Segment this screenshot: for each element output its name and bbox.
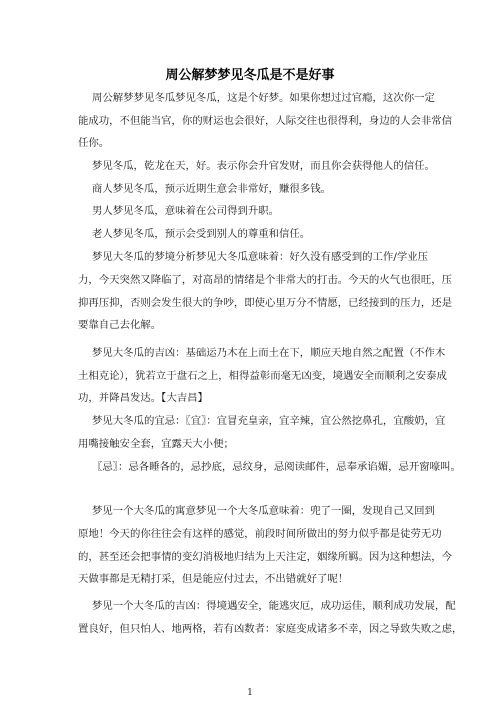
paragraph-line: 的，甚至还会把事情的变幻消极地归结为上天注定，姻缘所羁。因为这种想法，今 [78,551,453,563]
paragraph-line: 用嘴接触安全套，宜露天大小便； [78,438,234,450]
paragraph-line: 抑再压抑，否则会发生很大的争吵，即使心里万分不情愿，已经接到的压力，还是 [78,297,453,309]
paragraph-line: 梦见大冬瓜的吉凶：基础运乃木在上而土在下，顺应天地自然之配置（不作木 [92,347,446,359]
paragraph-line: 能成功，不但能当官，你的财运也会很好，人际交往也很得利，身边的人会非常信 [78,115,453,127]
paragraph-line: 力，今天突然又降临了，对高昂的情绪是个非常大的打击。今天的火气也很旺，压 [78,274,453,286]
paragraph-line: 功，并降昌发达。【大吉昌】 [78,392,208,404]
paragraph-line: 〖忌〗：忌各睡各的，忌抄底，忌纹身，忌阅读邮件，忌奉承谄媚，忌开窗嚎叫。 [92,461,461,473]
paragraph-line: 商人梦见冬瓜，预示近期生意会非常好，赚很多钱。 [92,183,331,195]
paragraph-line: 原地！今天的你往往会有这样的感觉，前段时间所做出的努力似乎都是徒劳无功 [78,528,442,540]
paragraph-line: 周公解梦梦见冬瓜梦见冬瓜，这是个好梦。如果你想过过官瘾，这次你一定 [92,92,435,104]
paragraph-line: 天做事都是无精打采，但是能应付过去，不出错就好了呢！ [78,573,349,585]
page-number: 1 [247,688,253,698]
page-title: 周公解梦梦见冬瓜是不是好事 [165,68,335,83]
paragraph-line: 梦见大冬瓜的梦境分析梦见大冬瓜意味着：好久没有感受到的工作/学业压 [92,251,428,263]
paragraph-line: 梦见一个大冬瓜的寓意梦见一个大冬瓜意味着：兜了一圈，发现自己又回到 [92,505,435,517]
paragraph-line: 土相克论），犹若立于盘石之上，相得益彰而毫无凶变，境遇安全而顺利之安泰成 [78,370,447,382]
paragraph-line: 梦见冬瓜，乾龙在天，好。表示你会升官发财，而且你会获得他人的信任。 [92,160,435,172]
paragraph-line: 梦见大冬瓜的宜忌：〖宜〗：宜冒充皇亲，宜辛辣，宜公然挖鼻孔，宜酸奶，宜 [92,415,446,427]
paragraph-line: 置良好，但只怕人、地两格，若有凶数者：家庭变成诸多不幸，因之导致失败之虑， [78,623,463,635]
paragraph-line: 梦见一个大冬瓜的吉凶：得境遇安全，能逃灾厄，成功运佳，顺利成功发展，配 [92,600,456,612]
paragraph-line: 老人梦见冬瓜，预示会受到别人的尊重和信任。 [92,228,311,240]
paragraph-line: 任你。 [78,137,110,149]
paragraph-line: 男人梦见冬瓜，意味着在公司得到升职。 [92,205,280,217]
paragraph-line: 要靠自己去化解。 [78,319,162,331]
